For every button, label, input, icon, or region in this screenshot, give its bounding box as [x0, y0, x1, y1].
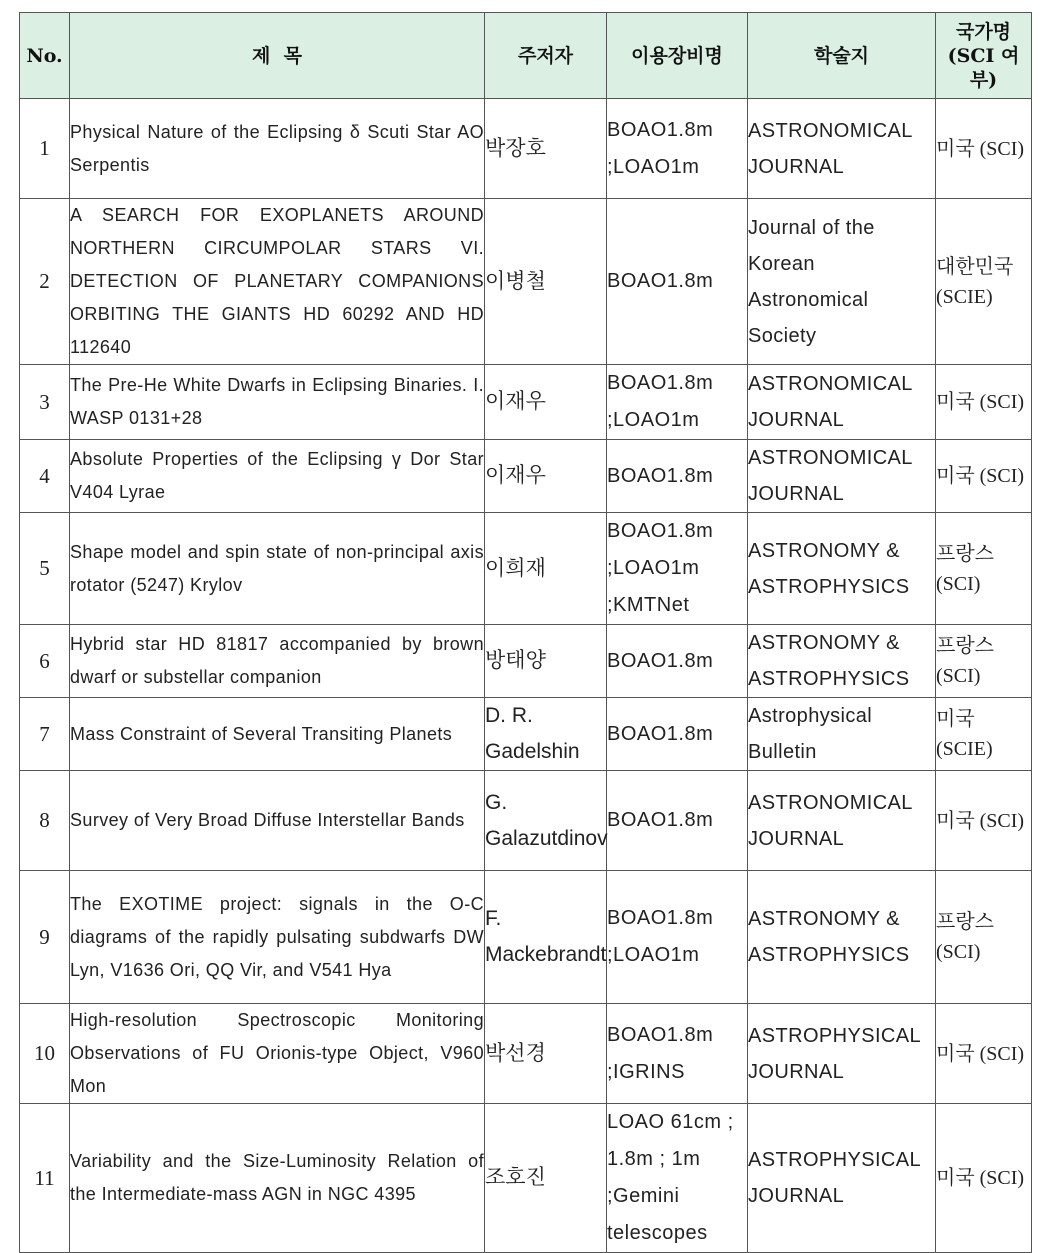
- row-author: 박장호: [485, 99, 607, 199]
- row-country: 미국 (SCI): [936, 440, 1032, 513]
- table-row: [20, 771, 1032, 871]
- row-journal: ASTROPHYSICAL JOURNAL: [748, 1004, 936, 1104]
- table-row: [20, 513, 1032, 625]
- header-journal: 학술지: [748, 13, 936, 99]
- row-journal: ASTRONOMICAL JOURNAL: [748, 365, 936, 440]
- row-number: 11: [20, 1104, 70, 1253]
- header-author: 주저자: [485, 13, 607, 99]
- row-title: Mass Constraint of Several Transiting Planets: [70, 698, 485, 771]
- row-journal: Astrophysical Bulletin: [748, 698, 936, 771]
- row-journal: ASTRONOMY & ASTROPHYSICS: [748, 513, 936, 625]
- table-row: [20, 99, 1032, 199]
- row-journal: ASTRONOMY & ASTROPHYSICS: [748, 625, 936, 698]
- row-equipment: BOAO1.8m ;LOAO1m: [607, 365, 748, 440]
- row-equipment: BOAO1.8m ;LOAO1m ;KMTNet: [607, 513, 748, 625]
- row-country: 미국 (SCI): [936, 1104, 1032, 1253]
- row-journal: ASTRONOMICAL JOURNAL: [748, 99, 936, 199]
- row-author: D. R. Gadelshin: [485, 698, 607, 771]
- row-country: 미국 (SCIE): [936, 698, 1032, 771]
- table-row: [20, 199, 1032, 365]
- row-author: 방태양: [485, 625, 607, 698]
- row-author: G. Galazutdinov: [485, 771, 607, 871]
- row-country: 대한민국 (SCIE): [936, 199, 1032, 365]
- row-title: A SEARCH FOR EXOPLANETS AROUND NORTHERN CIRCUMPOLAR STARS VI. DETECTION OF PLANETARY COMPANIONS ORBITING THE GIANTS HD 60292 AND HD 112640: [70, 199, 485, 365]
- row-equipment: BOAO1.8m: [607, 698, 748, 771]
- row-author: 이재우: [485, 440, 607, 513]
- row-country: 미국 (SCI): [936, 1004, 1032, 1104]
- table-row: [20, 440, 1032, 513]
- row-author: 이희재: [485, 513, 607, 625]
- row-title: Hybrid star HD 81817 accompanied by brown dwarf or substellar companion: [70, 625, 485, 698]
- row-country: 미국 (SCI): [936, 365, 1032, 440]
- row-equipment: BOAO1.8m ;LOAO1m: [607, 99, 748, 199]
- row-journal: ASTRONOMICAL JOURNAL: [748, 771, 936, 871]
- row-number: 9: [20, 871, 70, 1004]
- row-number: 5: [20, 513, 70, 625]
- header-equipment: 이용장비명: [607, 13, 748, 99]
- row-equipment: BOAO1.8m: [607, 625, 748, 698]
- row-journal: ASTROPHYSICAL JOURNAL: [748, 1104, 936, 1253]
- row-number: 1: [20, 99, 70, 199]
- row-title: Absolute Properties of the Eclipsing γ Dor Star V404 Lyrae: [70, 440, 485, 513]
- row-equipment: BOAO1.8m ;LOAO1m: [607, 871, 748, 1004]
- table-row: [20, 871, 1032, 1004]
- table-row: [20, 365, 1032, 440]
- publication-table: [19, 12, 1032, 1253]
- row-author: F. Mackebrandt: [485, 871, 607, 1004]
- header-no: No.: [20, 13, 70, 99]
- row-number: 8: [20, 771, 70, 871]
- row-country: 프랑스 (SCI): [936, 871, 1032, 1004]
- row-number: 2: [20, 199, 70, 365]
- row-title: The EXOTIME project: signals in the O-C diagrams of the rapidly pulsating subdwarfs DW Lyn, V1636 Ori, QQ Vir, and V541 Hya: [70, 871, 485, 1004]
- row-journal: Journal of the Korean Astronomical Society: [748, 199, 936, 365]
- row-author: 조호진: [485, 1104, 607, 1253]
- row-country: 미국 (SCI): [936, 99, 1032, 199]
- row-country: 미국 (SCI): [936, 771, 1032, 871]
- row-equipment: BOAO1.8m: [607, 440, 748, 513]
- row-equipment: LOAO 61cm ; 1.8m ; 1m ;Gemini telescopes: [607, 1104, 748, 1253]
- table-row: [20, 1104, 1032, 1253]
- table-row: [20, 625, 1032, 698]
- row-number: 7: [20, 698, 70, 771]
- header-row: [20, 13, 1032, 99]
- header-country: 국가명 (SCI 여부): [936, 13, 1032, 99]
- table-body: [20, 99, 1032, 1253]
- row-number: 4: [20, 440, 70, 513]
- header-title-text: 제 목: [252, 44, 302, 67]
- row-author: 박선경: [485, 1004, 607, 1104]
- header-title: [70, 13, 485, 99]
- row-equipment: BOAO1.8m: [607, 771, 748, 871]
- row-title: Physical Nature of the Eclipsing δ Scuti Star AO Serpentis: [70, 99, 485, 199]
- row-number: 6: [20, 625, 70, 698]
- row-title: The Pre-He White Dwarfs in Eclipsing Binaries. I. WASP 0131+28: [70, 365, 485, 440]
- row-number: 10: [20, 1004, 70, 1104]
- row-author: 이재우: [485, 365, 607, 440]
- row-journal: ASTRONOMY & ASTROPHYSICS: [748, 871, 936, 1004]
- row-title: Survey of Very Broad Diffuse Interstellar Bands: [70, 771, 485, 871]
- row-country: 프랑스 (SCI): [936, 625, 1032, 698]
- row-journal: ASTRONOMICAL JOURNAL: [748, 440, 936, 513]
- row-title: Variability and the Size-Luminosity Relation of the Intermediate-mass AGN in NGC 4395: [70, 1104, 485, 1253]
- publication-table-container: [19, 12, 1032, 1253]
- table-row: [20, 1004, 1032, 1104]
- row-equipment: BOAO1.8m ;IGRINS: [607, 1004, 748, 1104]
- row-title: High-resolution Spectroscopic Monitoring Observations of FU Orionis-type Object, V960 Mon: [70, 1004, 485, 1104]
- table-row: [20, 698, 1032, 771]
- row-equipment: BOAO1.8m: [607, 199, 748, 365]
- row-country: 프랑스 (SCI): [936, 513, 1032, 625]
- row-number: 3: [20, 365, 70, 440]
- row-title: Shape model and spin state of non-principal axis rotator (5247) Krylov: [70, 513, 485, 625]
- row-author: 이병철: [485, 199, 607, 365]
